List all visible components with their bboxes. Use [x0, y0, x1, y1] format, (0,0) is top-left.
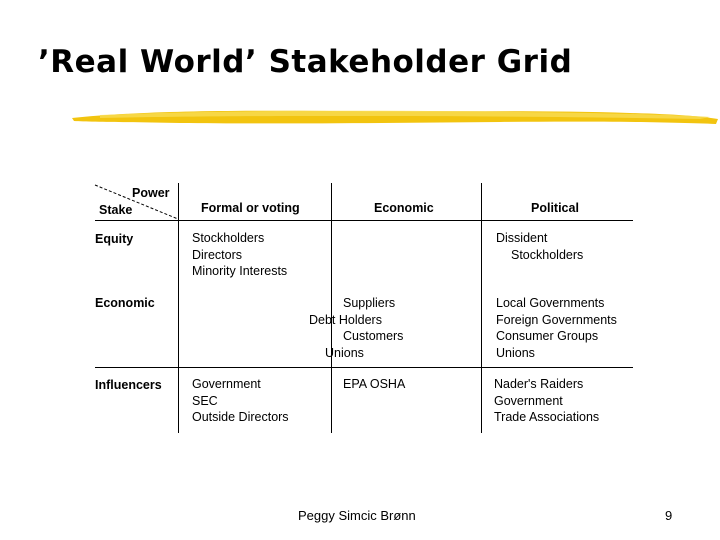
list-item: Outside Directors [192, 410, 289, 424]
list-item: SEC [192, 393, 218, 408]
grid-hline-header [95, 220, 633, 221]
corner-stake-label: Stake [99, 203, 133, 217]
list-item: Debt Holders [309, 312, 382, 327]
influencers-economic-cell [343, 376, 405, 393]
list-item: Nader's Raiders [494, 377, 584, 391]
list-item: EPA OSHA [343, 377, 406, 391]
influencers-political-cell [494, 376, 599, 426]
list-item: Directors [192, 247, 243, 262]
column-header-economic: Economic [374, 201, 434, 215]
list-item: Unions [325, 345, 364, 360]
column-header-formal: Formal or voting [201, 201, 300, 215]
list-item: Foreign Governments [496, 312, 617, 327]
grid-hline-row [95, 367, 633, 368]
list-item: Minority Interests [192, 264, 288, 278]
slide-title: ’Real World’ Stakeholder Grid [38, 44, 573, 80]
footer-author: Peggy Simcic Brønn [298, 508, 416, 523]
list-item: Government [192, 377, 261, 391]
list-item: Government [494, 393, 563, 408]
row-label-influencers: Influencers [95, 378, 162, 392]
list-item: Customers [343, 329, 404, 343]
column-header-political: Political [531, 201, 579, 215]
equity-political-cell [496, 230, 583, 263]
influencers-formal-cell [192, 376, 289, 426]
economic-political-cell [496, 295, 617, 361]
page-number: 9 [665, 508, 673, 523]
list-item: Local Governments [496, 296, 605, 310]
list-item: Stockholders [192, 231, 265, 245]
row-label-equity: Equity [95, 232, 134, 246]
list-item: Suppliers [343, 296, 396, 310]
list-item: Trade Associations [494, 410, 600, 424]
row-label-economic: Economic [95, 296, 155, 310]
list-item: Stockholders [511, 247, 584, 262]
list-item: Dissident [496, 231, 548, 245]
list-item: Consumer Groups [496, 329, 599, 343]
equity-formal-cell [192, 230, 287, 280]
list-item: Unions [496, 345, 535, 360]
corner-power-label: Power [132, 186, 170, 200]
economic-economic-cell [309, 295, 403, 361]
